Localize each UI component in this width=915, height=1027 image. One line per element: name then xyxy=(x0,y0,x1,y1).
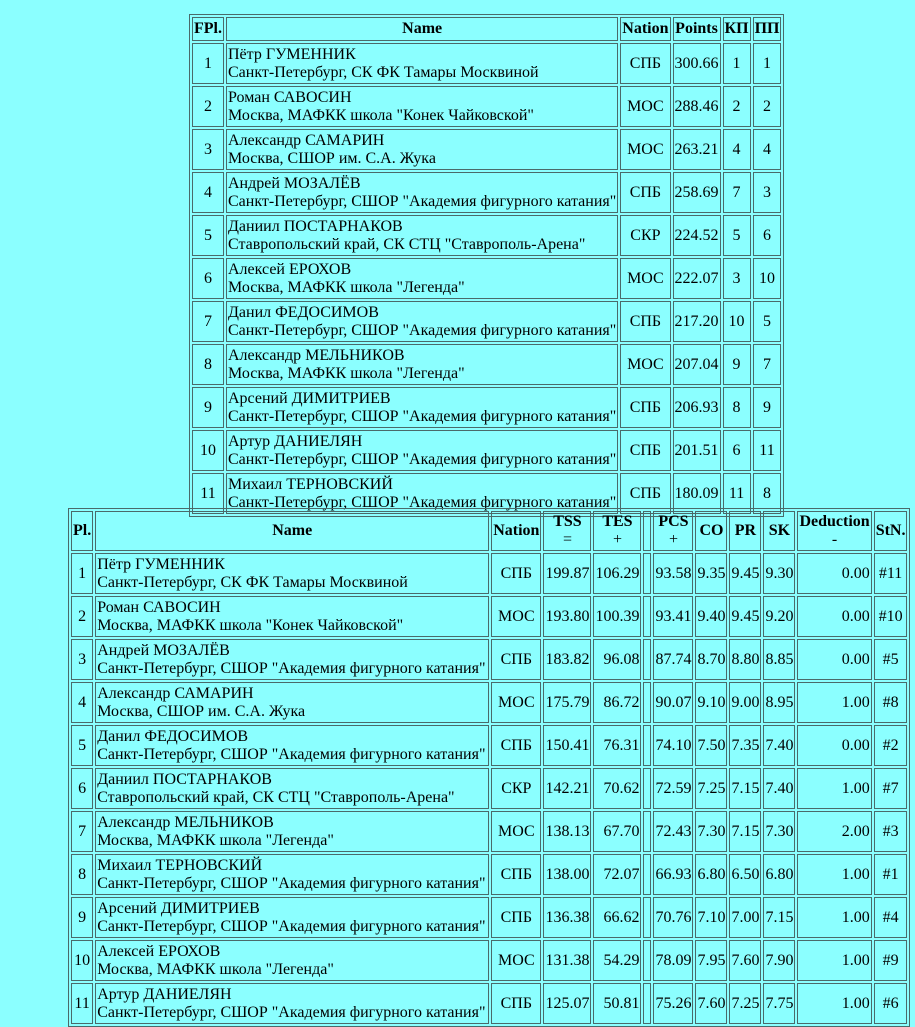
total-segment-score: 138.13 xyxy=(543,811,591,852)
presentation-score: 7.15 xyxy=(729,768,761,809)
place: 9 xyxy=(71,897,93,938)
skater-name-cell xyxy=(95,940,489,981)
presentation-score: 9.45 xyxy=(729,596,761,637)
total-segment-score: 150.41 xyxy=(543,725,591,766)
skater-name: Александр САМАРИН xyxy=(228,131,385,149)
skater-club: Санкт-Петербург, СШОР "Академия фигурного катания" xyxy=(228,321,617,339)
col-header-points: Points xyxy=(673,17,721,41)
skater-club: Ставропольский край, СК СТЦ "Ставрополь-Арена" xyxy=(97,788,455,806)
short-program-place: 5 xyxy=(723,215,751,256)
skater-club: Москва, СШОР им. С.А. Жука xyxy=(228,149,436,167)
table-row xyxy=(71,725,907,766)
composition-score: 9.35 xyxy=(695,553,727,594)
total-points: 206.93 xyxy=(673,387,721,428)
deduction: 0.00 xyxy=(797,553,871,594)
final-place: 5 xyxy=(192,215,224,256)
start-number: #4 xyxy=(874,897,908,938)
technical-element-score: 66.62 xyxy=(593,897,641,938)
deduction: 1.00 xyxy=(797,768,871,809)
free-program-place: 4 xyxy=(753,129,782,170)
separator-cell xyxy=(643,940,651,981)
short-program-place: 9 xyxy=(723,344,751,385)
nation: СПБ xyxy=(620,301,670,342)
final-standings-table xyxy=(189,14,784,517)
table-row xyxy=(192,172,781,213)
deduction: 1.00 xyxy=(797,854,871,895)
table-row xyxy=(192,301,781,342)
free-skating-table xyxy=(68,508,910,1027)
technical-element-score: 67.70 xyxy=(593,811,641,852)
nation: СПБ xyxy=(620,473,670,514)
skater-name: Данил ФЕДОСИМОВ xyxy=(228,303,379,321)
skater-club: Ставропольский край, СК СТЦ "Ставрополь-Арена" xyxy=(228,235,586,253)
skater-name-cell xyxy=(95,897,489,938)
total-segment-score: 183.82 xyxy=(543,639,591,680)
skater-club: Москва, МАФКК школа "Конек Чайковской" xyxy=(97,616,404,634)
table-row xyxy=(71,596,907,637)
skater-name-cell xyxy=(95,983,489,1024)
start-number: #6 xyxy=(874,983,908,1024)
col-header-final-place: FPl. xyxy=(192,17,224,41)
short-program-place: 10 xyxy=(723,301,751,342)
total-points: 224.52 xyxy=(673,215,721,256)
nation: СПБ xyxy=(491,854,541,895)
skater-club: Санкт-Петербург, СШОР "Академия фигурного катания" xyxy=(228,493,617,511)
separator-cell xyxy=(643,553,651,594)
separator-cell xyxy=(643,682,651,723)
total-segment-score: 142.21 xyxy=(543,768,591,809)
skating-skills-score: 7.40 xyxy=(763,725,795,766)
skating-skills-score: 8.85 xyxy=(763,639,795,680)
tss-label: TSS xyxy=(553,513,582,530)
start-number: #3 xyxy=(874,811,908,852)
place: 4 xyxy=(71,682,93,723)
technical-element-score: 50.81 xyxy=(593,983,641,1024)
nation: СПБ xyxy=(620,387,670,428)
skater-name-cell xyxy=(95,682,489,723)
table-row xyxy=(71,940,907,981)
table-row xyxy=(192,86,781,127)
program-component-score: 72.43 xyxy=(653,811,693,852)
skater-club: Санкт-Петербург, СК ФК Тамары Москвиной xyxy=(97,573,408,591)
skater-name: Михаил ТЕРНОВСКИЙ xyxy=(228,475,393,493)
separator-cell xyxy=(643,639,651,680)
nation: МОС xyxy=(491,682,541,723)
free-program-place: 10 xyxy=(753,258,782,299)
col-header-pr: PR xyxy=(729,511,761,551)
deduction: 1.00 xyxy=(797,897,871,938)
start-number: #7 xyxy=(874,768,908,809)
final-place: 9 xyxy=(192,387,224,428)
presentation-score: 7.25 xyxy=(729,983,761,1024)
skater-name: Пётр ГУМЕННИК xyxy=(228,45,356,63)
skater-club: Москва, МАФКК школа "Легенда" xyxy=(97,831,334,849)
col-header-nation: Nation xyxy=(491,511,541,551)
final-place: 2 xyxy=(192,86,224,127)
skater-name: Даниил ПОСТАРНАКОВ xyxy=(228,217,403,235)
technical-element-score: 96.08 xyxy=(593,639,641,680)
composition-score: 7.95 xyxy=(695,940,727,981)
table-row xyxy=(71,639,907,680)
skater-name: Александр МЕЛЬНИКОВ xyxy=(228,346,405,364)
short-program-place: 2 xyxy=(723,86,751,127)
nation: МОС xyxy=(491,596,541,637)
table-row xyxy=(71,854,907,895)
place: 2 xyxy=(71,596,93,637)
final-place: 8 xyxy=(192,344,224,385)
total-points: 180.09 xyxy=(673,473,721,514)
composition-score: 7.60 xyxy=(695,983,727,1024)
skater-name: Алексей ЕРОХОВ xyxy=(97,942,221,960)
free-program-place: 3 xyxy=(753,172,782,213)
nation: СПБ xyxy=(491,639,541,680)
final-place: 1 xyxy=(192,43,224,84)
total-points: 288.46 xyxy=(673,86,721,127)
deduction: 1.00 xyxy=(797,940,871,981)
skater-name: Пётр ГУМЕННИК xyxy=(97,555,225,573)
separator-cell xyxy=(643,725,651,766)
skater-name: Данил ФЕДОСИМОВ xyxy=(97,727,249,745)
presentation-score: 9.45 xyxy=(729,553,761,594)
nation: СКР xyxy=(491,768,541,809)
table-row xyxy=(192,258,781,299)
skater-name-cell xyxy=(226,344,618,385)
technical-element-score: 72.07 xyxy=(593,854,641,895)
composition-score: 7.25 xyxy=(695,768,727,809)
place: 6 xyxy=(71,768,93,809)
short-program-place: 8 xyxy=(723,387,751,428)
table-row xyxy=(71,983,907,1024)
col-header-nation: Nation xyxy=(620,17,670,41)
skater-name: Роман САВОСИН xyxy=(97,598,221,616)
program-component-score: 93.41 xyxy=(653,596,693,637)
skating-skills-score: 9.20 xyxy=(763,596,795,637)
total-points: 201.51 xyxy=(673,430,721,471)
skater-name-cell xyxy=(226,172,618,213)
skater-club: Москва, МАФКК школа "Легенда" xyxy=(228,364,465,382)
place: 1 xyxy=(71,553,93,594)
composition-score: 9.10 xyxy=(695,682,727,723)
deduction: 0.00 xyxy=(797,725,871,766)
table-row xyxy=(192,215,781,256)
final-place: 3 xyxy=(192,129,224,170)
presentation-score: 7.60 xyxy=(729,940,761,981)
skater-club: Санкт-Петербург, СШОР "Академия фигурного катания" xyxy=(228,192,617,210)
nation: СПБ xyxy=(620,172,670,213)
presentation-score: 7.35 xyxy=(729,725,761,766)
free-program-place: 9 xyxy=(753,387,782,428)
short-program-place: 7 xyxy=(723,172,751,213)
total-points: 263.21 xyxy=(673,129,721,170)
col-header-sk: SK xyxy=(763,511,795,551)
presentation-score: 9.00 xyxy=(729,682,761,723)
tes-label: TES xyxy=(602,513,633,530)
skater-name-cell xyxy=(226,387,618,428)
composition-score: 7.30 xyxy=(695,811,727,852)
skater-club: Санкт-Петербург, СШОР "Академия фигурного катания" xyxy=(228,407,617,425)
technical-element-score: 86.72 xyxy=(593,682,641,723)
pcs-label: PCS xyxy=(658,513,689,530)
separator-cell xyxy=(643,897,651,938)
skater-name-cell xyxy=(226,215,618,256)
free-program-place: 6 xyxy=(753,215,782,256)
col-header-pcs xyxy=(653,511,693,551)
skater-club: Санкт-Петербург, СШОР "Академия фигурного катания" xyxy=(97,917,486,935)
skater-name: Роман САВОСИН xyxy=(228,88,352,106)
deduction-operator: - xyxy=(831,531,838,548)
final-place: 10 xyxy=(192,430,224,471)
place: 7 xyxy=(71,811,93,852)
program-component-score: 75.26 xyxy=(653,983,693,1024)
skater-name: Александр МЕЛЬНИКОВ xyxy=(97,813,274,831)
technical-element-score: 76.31 xyxy=(593,725,641,766)
skating-skills-score: 7.30 xyxy=(763,811,795,852)
final-place: 7 xyxy=(192,301,224,342)
col-header-place: Pl. xyxy=(71,511,93,551)
final-place: 6 xyxy=(192,258,224,299)
skating-skills-score: 7.15 xyxy=(763,897,795,938)
free-program-place: 11 xyxy=(753,430,782,471)
start-number: #8 xyxy=(874,682,908,723)
program-component-score: 66.93 xyxy=(653,854,693,895)
total-points: 217.20 xyxy=(673,301,721,342)
free-program-place: 7 xyxy=(753,344,782,385)
skater-name-cell xyxy=(95,725,489,766)
total-segment-score: 125.07 xyxy=(543,983,591,1024)
skater-name: Артур ДАНИЕЛЯН xyxy=(228,432,363,450)
skater-name: Александр САМАРИН xyxy=(97,684,254,702)
start-number: #10 xyxy=(874,596,908,637)
deduction: 1.00 xyxy=(797,983,871,1024)
total-segment-score: 199.87 xyxy=(543,553,591,594)
final-place: 11 xyxy=(192,473,224,514)
col-header-tss xyxy=(543,511,591,551)
nation: МОС xyxy=(620,344,670,385)
skater-name-cell xyxy=(95,553,489,594)
tes-operator: + xyxy=(612,531,622,548)
skater-name: Даниил ПОСТАРНАКОВ xyxy=(97,770,272,788)
col-header-tes xyxy=(593,511,641,551)
skating-skills-score: 7.40 xyxy=(763,768,795,809)
skater-name-cell xyxy=(226,43,618,84)
place: 10 xyxy=(71,940,93,981)
col-header-name: Name xyxy=(95,511,489,551)
table-row xyxy=(71,811,907,852)
deduction: 2.00 xyxy=(797,811,871,852)
col-header-name: Name xyxy=(226,17,618,41)
skater-name-cell xyxy=(226,430,618,471)
final-place: 4 xyxy=(192,172,224,213)
table-row xyxy=(71,682,907,723)
total-segment-score: 131.38 xyxy=(543,940,591,981)
table-row xyxy=(71,768,907,809)
composition-score: 7.10 xyxy=(695,897,727,938)
skater-name-cell xyxy=(226,129,618,170)
free-program-place: 8 xyxy=(753,473,782,514)
presentation-score: 7.00 xyxy=(729,897,761,938)
start-number: #9 xyxy=(874,940,908,981)
program-component-score: 93.58 xyxy=(653,553,693,594)
free-program-place: 1 xyxy=(753,43,782,84)
total-points: 222.07 xyxy=(673,258,721,299)
place: 5 xyxy=(71,725,93,766)
final-standings-header-row xyxy=(192,17,781,41)
skater-name: Андрей МОЗАЛЁВ xyxy=(228,174,361,192)
skater-name: Андрей МОЗАЛЁВ xyxy=(97,641,230,659)
separator-cell xyxy=(643,768,651,809)
free-program-place: 2 xyxy=(753,86,782,127)
total-points: 300.66 xyxy=(673,43,721,84)
skater-name-cell xyxy=(226,86,618,127)
skater-club: Москва, МАФКК школа "Легенда" xyxy=(97,960,334,978)
col-header-short-program: КП xyxy=(723,17,751,41)
skater-name-cell xyxy=(226,258,618,299)
short-program-place: 4 xyxy=(723,129,751,170)
short-program-place: 3 xyxy=(723,258,751,299)
table-row xyxy=(192,129,781,170)
skating-skills-score: 7.75 xyxy=(763,983,795,1024)
separator-cell xyxy=(643,811,651,852)
skater-name-cell xyxy=(95,768,489,809)
presentation-score: 8.80 xyxy=(729,639,761,680)
technical-element-score: 70.62 xyxy=(593,768,641,809)
pcs-operator: + xyxy=(668,531,678,548)
table-row xyxy=(192,430,781,471)
composition-score: 9.40 xyxy=(695,596,727,637)
total-segment-score: 136.38 xyxy=(543,897,591,938)
nation: СКР xyxy=(620,215,670,256)
technical-element-score: 100.39 xyxy=(593,596,641,637)
program-component-score: 74.10 xyxy=(653,725,693,766)
nation: МОС xyxy=(491,811,541,852)
nation: МОС xyxy=(620,86,670,127)
program-component-score: 70.76 xyxy=(653,897,693,938)
nation: МОС xyxy=(620,129,670,170)
deduction: 0.00 xyxy=(797,596,871,637)
col-header-deduction xyxy=(797,511,871,551)
skater-name: Арсений ДИМИТРИЕВ xyxy=(97,899,260,917)
skating-skills-score: 9.30 xyxy=(763,553,795,594)
skater-club: Санкт-Петербург, СШОР "Академия фигурного катания" xyxy=(97,1003,486,1021)
start-number: #1 xyxy=(874,854,908,895)
skating-skills-score: 8.95 xyxy=(763,682,795,723)
total-segment-score: 138.00 xyxy=(543,854,591,895)
skater-name-cell xyxy=(226,301,618,342)
place: 11 xyxy=(71,983,93,1024)
skater-name-cell xyxy=(95,639,489,680)
nation: СПБ xyxy=(620,430,670,471)
total-points: 258.69 xyxy=(673,172,721,213)
total-points: 207.04 xyxy=(673,344,721,385)
table-row xyxy=(71,897,907,938)
composition-score: 6.80 xyxy=(695,854,727,895)
col-header-free-program: ПП xyxy=(753,17,782,41)
table-row xyxy=(192,344,781,385)
skater-club: Москва, МАФКК школа "Легенда" xyxy=(228,278,465,296)
col-header-co: CO xyxy=(695,511,727,551)
nation: МОС xyxy=(491,940,541,981)
nation: МОС xyxy=(620,258,670,299)
skater-club: Санкт-Петербург, СШОР "Академия фигурного катания" xyxy=(97,874,486,892)
skater-club: Москва, МАФКК школа "Конек Чайковской" xyxy=(228,106,534,124)
skater-club: Москва, СШОР им. С.А. Жука xyxy=(97,702,306,720)
deduction: 1.00 xyxy=(797,682,871,723)
free-skating-header-row xyxy=(71,511,907,551)
skater-name-cell xyxy=(95,854,489,895)
start-number: #11 xyxy=(874,553,908,594)
skater-name-cell xyxy=(95,596,489,637)
free-program-place: 5 xyxy=(753,301,782,342)
start-number: #2 xyxy=(874,725,908,766)
place: 3 xyxy=(71,639,93,680)
nation: СПБ xyxy=(491,897,541,938)
nation: СПБ xyxy=(620,43,670,84)
skater-name: Артур ДАНИЕЛЯН xyxy=(97,985,232,1003)
table-row xyxy=(71,553,907,594)
nation: СПБ xyxy=(491,725,541,766)
presentation-score: 6.50 xyxy=(729,854,761,895)
skater-name: Алексей ЕРОХОВ xyxy=(228,260,352,278)
skater-name: Арсений ДИМИТРИЕВ xyxy=(228,389,391,407)
place: 8 xyxy=(71,854,93,895)
separator-cell xyxy=(643,983,651,1024)
skater-club: Санкт-Петербург, СШОР "Академия фигурного катания" xyxy=(97,659,486,677)
total-segment-score: 175.79 xyxy=(543,682,591,723)
short-program-place: 6 xyxy=(723,430,751,471)
skater-club: Санкт-Петербург, СШОР "Академия фигурного катания" xyxy=(97,745,486,763)
tss-operator: = xyxy=(562,531,572,548)
deduction: 0.00 xyxy=(797,639,871,680)
start-number: #5 xyxy=(874,639,908,680)
skater-name-cell xyxy=(95,811,489,852)
col-header-separator xyxy=(643,511,651,551)
nation: СПБ xyxy=(491,983,541,1024)
separator-cell xyxy=(643,854,651,895)
technical-element-score: 54.29 xyxy=(593,940,641,981)
technical-element-score: 106.29 xyxy=(593,553,641,594)
program-component-score: 78.09 xyxy=(653,940,693,981)
short-program-place: 11 xyxy=(723,473,751,514)
skating-skills-score: 7.90 xyxy=(763,940,795,981)
nation: СПБ xyxy=(491,553,541,594)
table-row xyxy=(192,387,781,428)
skater-name: Михаил ТЕРНОВСКИЙ xyxy=(97,856,263,874)
program-component-score: 90.07 xyxy=(653,682,693,723)
table-row xyxy=(192,43,781,84)
skating-skills-score: 6.80 xyxy=(763,854,795,895)
program-component-score: 87.74 xyxy=(653,639,693,680)
total-segment-score: 193.80 xyxy=(543,596,591,637)
skater-club: Санкт-Петербург, СК ФК Тамары Москвиной xyxy=(228,63,539,81)
short-program-place: 1 xyxy=(723,43,751,84)
skater-club: Санкт-Петербург, СШОР "Академия фигурного катания" xyxy=(228,450,617,468)
col-header-start-number: StN. xyxy=(874,511,908,551)
deduction-label: Deduction xyxy=(799,513,870,530)
presentation-score: 7.15 xyxy=(729,811,761,852)
program-component-score: 72.59 xyxy=(653,768,693,809)
separator-cell xyxy=(643,596,651,637)
composition-score: 8.70 xyxy=(695,639,727,680)
composition-score: 7.50 xyxy=(695,725,727,766)
